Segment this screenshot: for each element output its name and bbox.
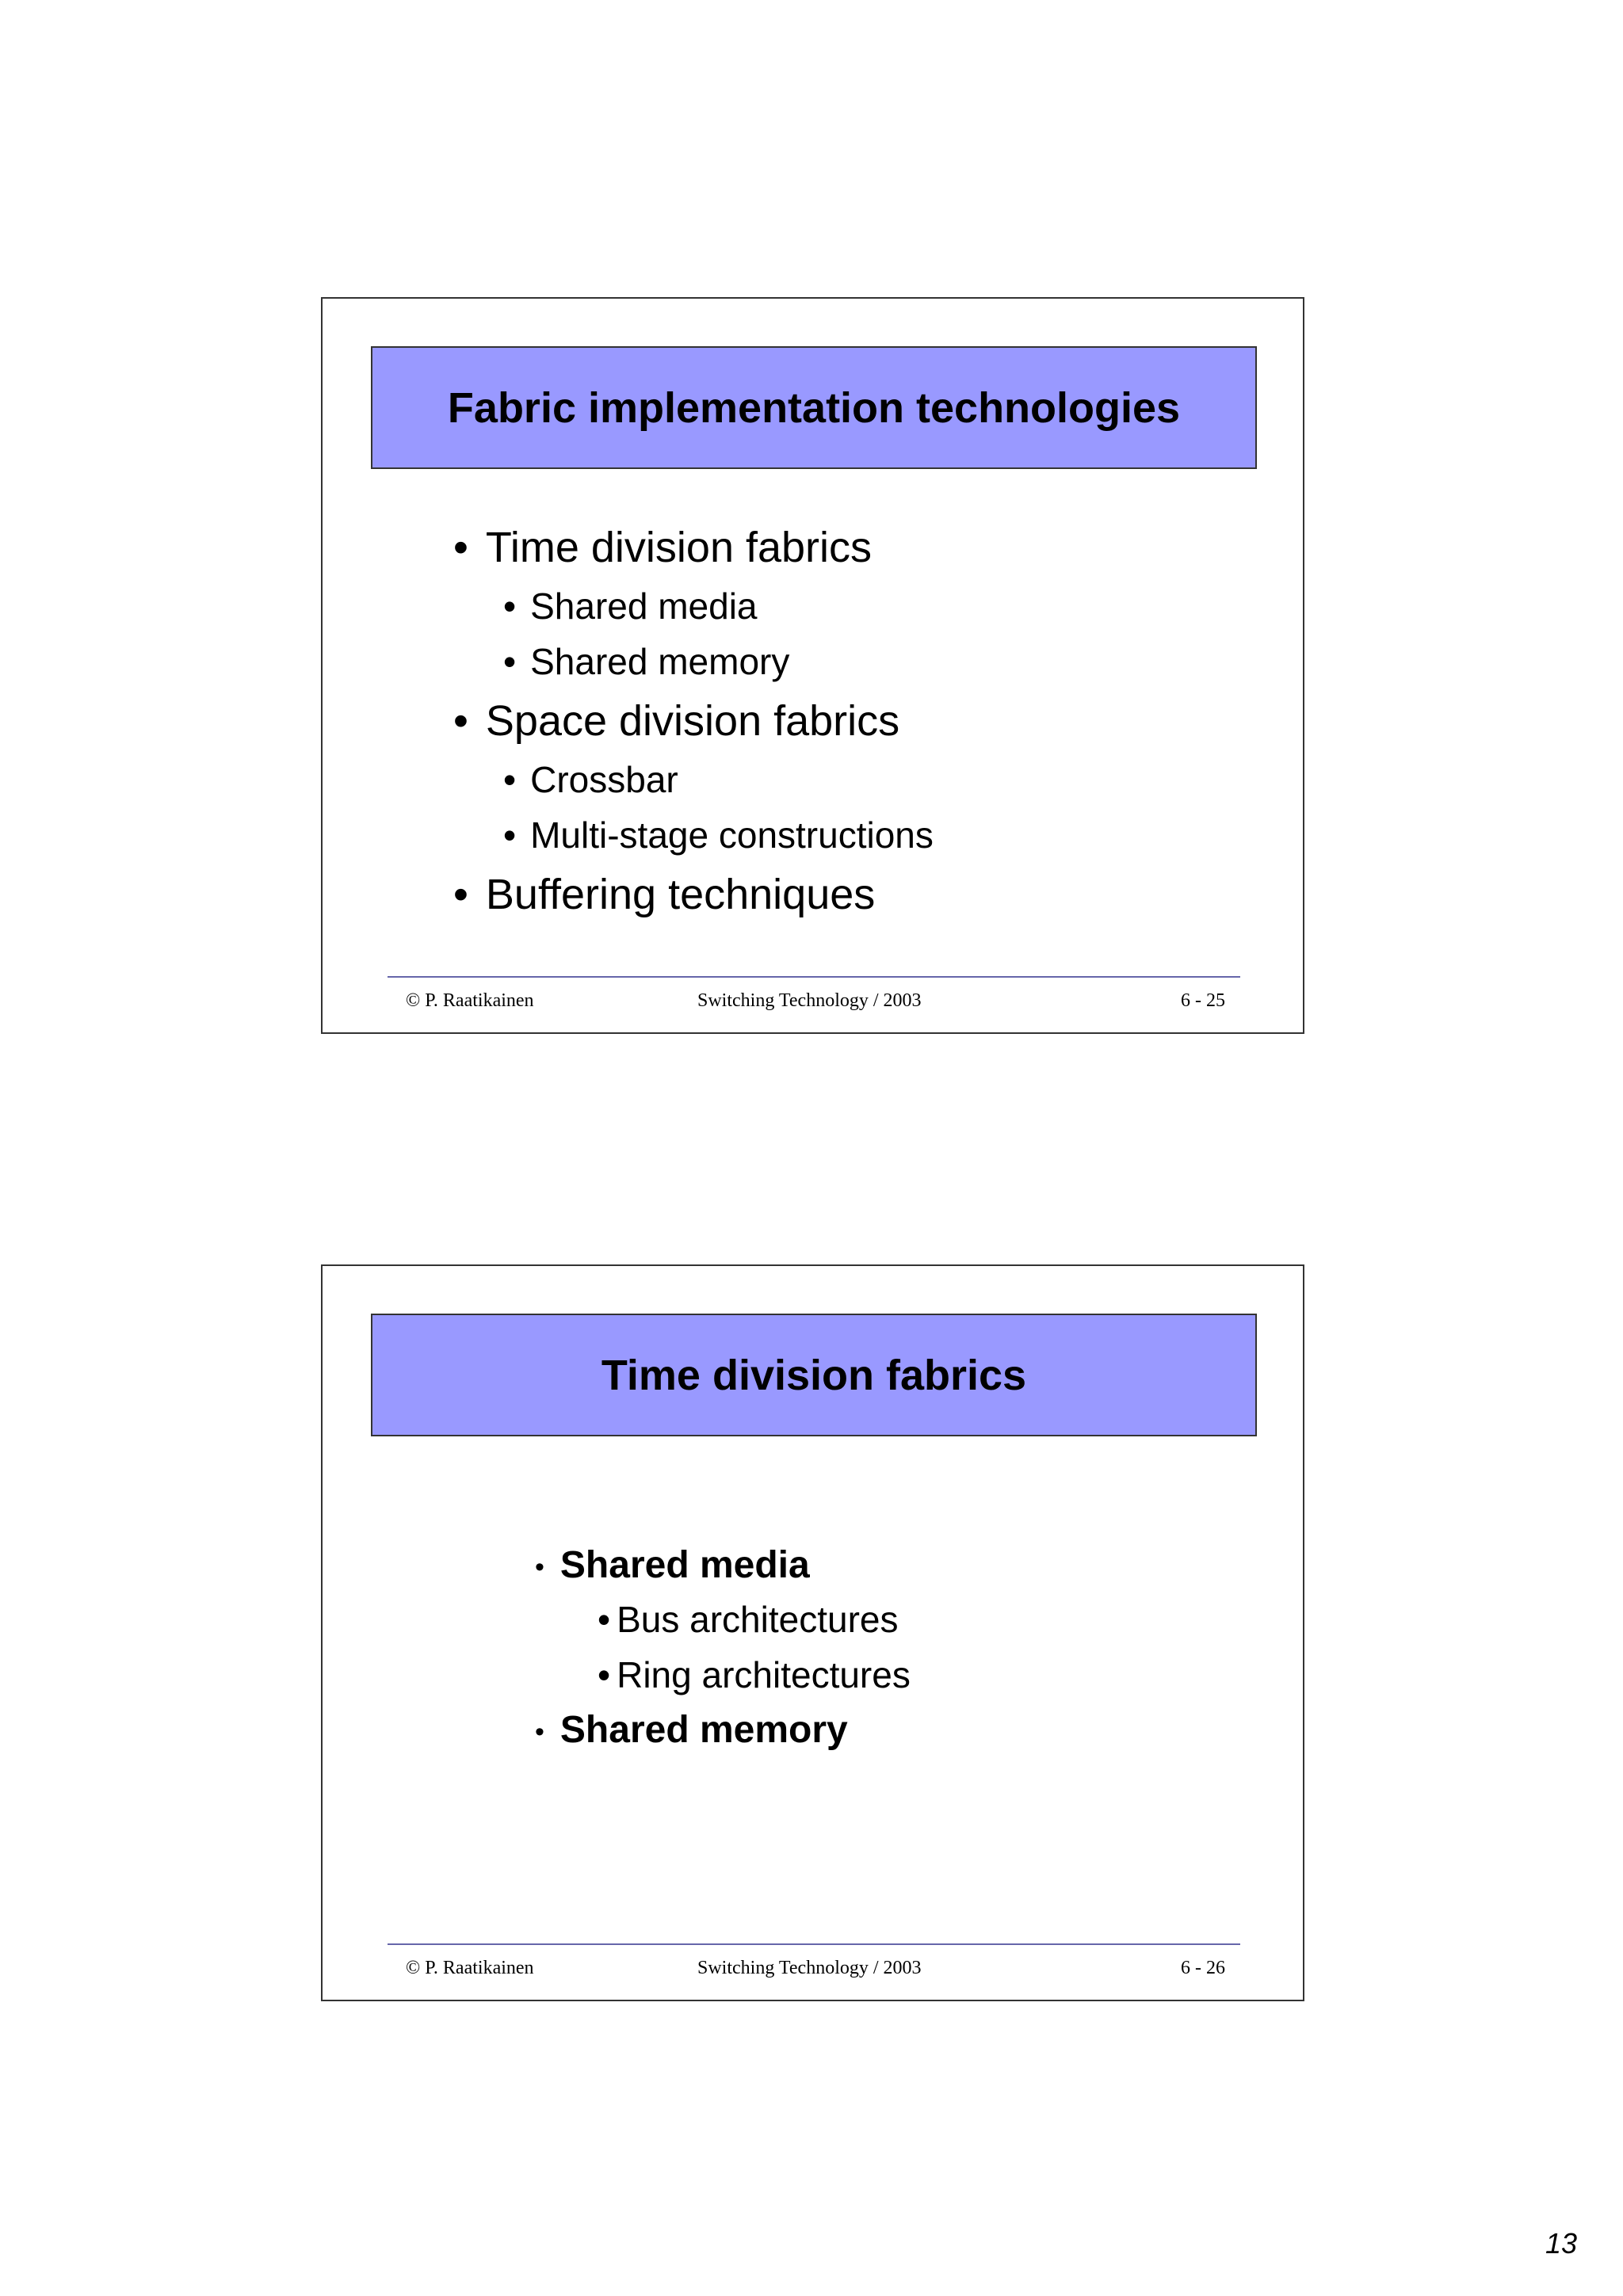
slide-6-26	[321, 1264, 1304, 2001]
bullet-icon: •	[535, 1717, 544, 1748]
bullet-icon: •	[535, 1552, 544, 1583]
footer-author: © P. Raatikainen	[406, 990, 534, 1011]
list-item: • Time division fabrics	[453, 524, 873, 571]
list-item: • Multi-stage constructions	[503, 814, 934, 856]
bullet-icon: •	[598, 1654, 611, 1695]
bullet-icon: •	[598, 1599, 611, 1640]
bullet-icon: •	[503, 585, 517, 627]
page-number: 13	[1545, 2227, 1577, 2260]
footer-rule	[388, 1943, 1240, 1945]
footer-slide-number: 6 - 25	[1181, 990, 1225, 1011]
list-item: • Buffering techniques	[453, 871, 876, 918]
slide-title-box	[371, 1314, 1257, 1436]
slide-title: Time division fabrics	[601, 1351, 1027, 1399]
list-item: • Space division fabrics	[453, 697, 900, 745]
bullet-icon: •	[503, 814, 517, 856]
footer-rule	[388, 976, 1240, 978]
list-item: • Shared media	[503, 585, 758, 627]
bullet-icon: •	[453, 697, 468, 745]
footer-slide-number: 6 - 26	[1181, 1958, 1225, 1978]
list-item: • Shared memory	[535, 1709, 848, 1751]
list-item: • Ring architectures	[598, 1654, 911, 1695]
list-item: • Bus architectures	[598, 1599, 899, 1640]
footer-course: Switching Technology / 2003	[697, 1958, 922, 1978]
footer-course: Switching Technology / 2003	[697, 990, 922, 1011]
bullet-icon: •	[453, 871, 468, 918]
slide-title: Fabric implementation technologies	[447, 383, 1181, 432]
slide-title-box	[371, 346, 1257, 469]
bullet-icon: •	[453, 524, 468, 571]
bullet-icon: •	[503, 759, 517, 800]
list-item: • Crossbar	[503, 759, 678, 800]
list-item: • Shared media	[535, 1544, 810, 1586]
bullet-icon: •	[503, 641, 517, 682]
list-item: • Shared memory	[503, 641, 790, 682]
slide-6-25	[321, 297, 1304, 1034]
footer-author: © P. Raatikainen	[406, 1958, 534, 1978]
